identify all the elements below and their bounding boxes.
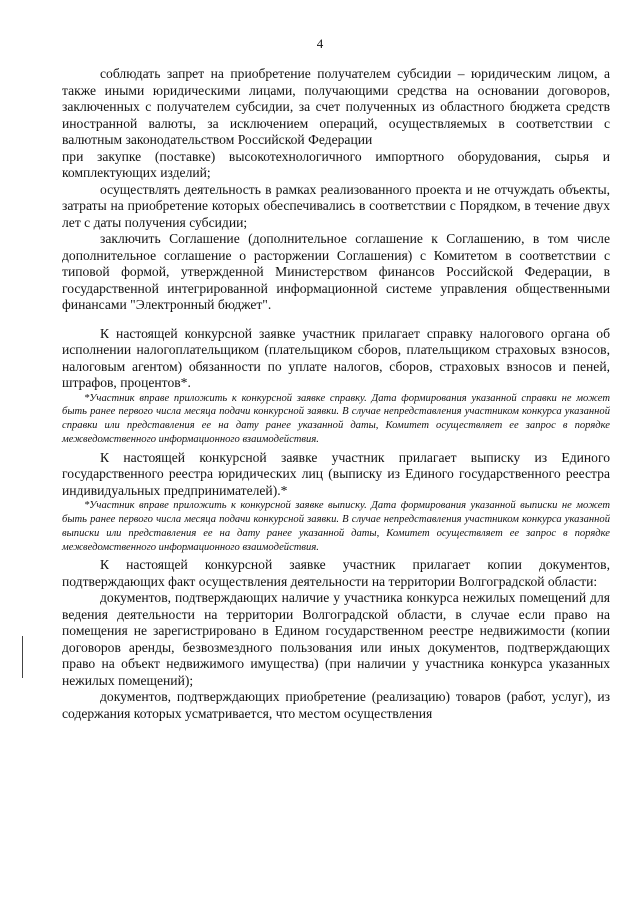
paragraph: К настоящей конкурсной заявке участник прилагает копии документов, подтверждающих факт осуществления деятельности на территории Волгоградской области: [62, 557, 610, 589]
paragraph: К настоящей конкурсной заявке участник прилагает справку налогового органа об исполнении налогоплательщиком (плательщиком сборов, плательщиком страховых взносов, налоговым агентом) обязанности по уплате налогов, сборов, страховых взносов и пеней, штрафов, процентов*. [62, 325, 610, 390]
paragraph: при закупке (поставке) высокотехнологичного импортного оборудования, сырья и комплектующих изделий; [62, 148, 610, 180]
paragraph: документов, подтверждающих приобретение (реализацию) товаров (работ, услуг), из содержания которых усматривается, что местом осуществления [62, 689, 610, 721]
paragraph: документов, подтверждающих наличие у участника конкурса нежилых помещений для ведения деятельности на территории Волгоградской области, в случае если право на помещения не зарегистрировано в Едином государственном реестре недвижимости (копии договоров аренды, безвозмездного пользования или иных документов, подтверждающих право на объект недвижимого имущества) (при наличии у участника конкурса указанных нежилых помещений); [62, 590, 610, 688]
paragraph: К настоящей конкурсной заявке участник прилагает выписку из Единого государственного реестра юридических лиц (выписку из Единого государственного реестра индивидуальных предпринимателей).* [62, 449, 610, 498]
paragraph: соблюдать запрет на приобретение получателем субсидии – юридическим лицом, а также иными юридическими лицами, получающими средства на основании договоров, заключенных с получателем субсидии, за счет полученных из областного бюджета средств иностранной валюты, за исключением операций, осуществляемых в соответствии с валютным законодательством Российской Федерации [62, 66, 610, 147]
paragraph: осуществлять деятельность в рамках реализованного проекта и не отчуждать объекты, затраты на приобретение которых обеспечивались в соответствии с Порядком, в течение двух лет с даты получения субсидии; [62, 181, 610, 230]
footnote: *Участник вправе приложить к конкурсной заявке справку. Дата формирования указанной справки не может быть ранее первого числа месяца подачи конкурсной заявки. В случае непредставления участником конкурса указанной справки или представления ее на дату ранее указанной даты, Комитет осуществляет ее запрос в порядке межведомственного информационного взаимодействия. [62, 392, 610, 445]
footnote: *Участник вправе приложить к конкурсной заявке выписку. Дата формирования указанной выписки не может быть ранее первого числа месяца подачи конкурсной заявки. В случае непредставления участником конкурса указанной выписки или представления ее на дату ранее указанной даты, Комитет осуществляет ее запрос в порядке межведомственного информационного взаимодействия. [62, 500, 610, 553]
spacer [62, 314, 610, 326]
paragraph: заключить Соглашение (дополнительное соглашение к Соглашению, в том числе дополнительное соглашение о расторжении Соглашения) с Комитетом в соответствии с типовой формой, утвержденной Министерством финансов Российской Федерации, в государственной интегрированной информационной системе управления общественными финансами "Электронный бюджет". [62, 231, 610, 312]
page-number: 4 [316, 36, 324, 51]
document-body [62, 66, 610, 722]
scan-edge-mark [22, 636, 23, 678]
